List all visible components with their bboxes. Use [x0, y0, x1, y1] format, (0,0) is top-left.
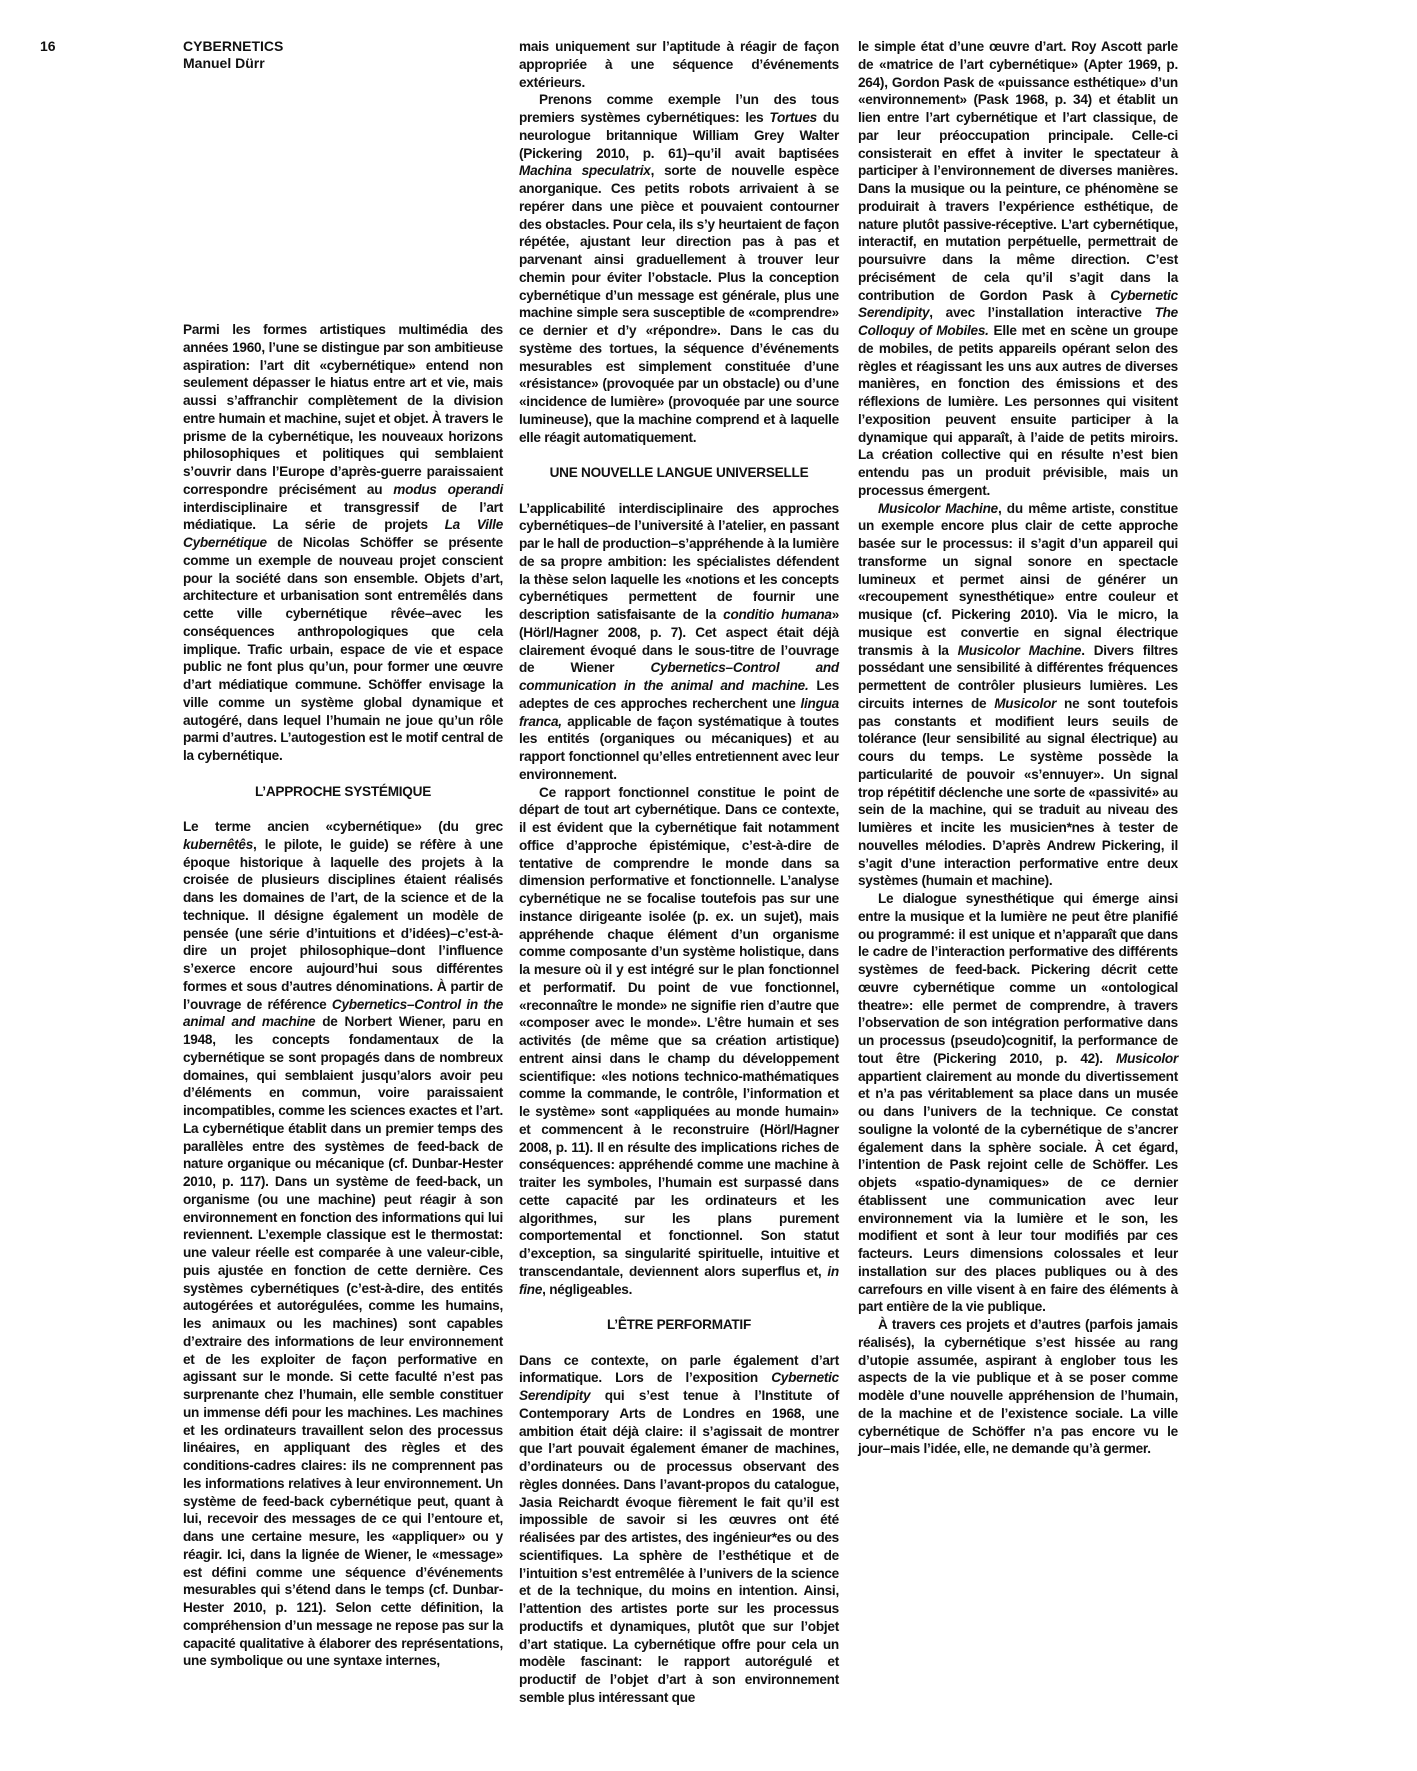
body-paragraph: [519, 784, 839, 1299]
text-run: mais uniquement sur l’aptitude à réagir de façon appropriée à une séquence d’événements extérieurs.: [519, 39, 839, 90]
text-run: , avec l’installation interactive: [929, 305, 1155, 321]
italic-title: modus operandi: [393, 481, 503, 497]
body-paragraph: [519, 38, 839, 91]
text-run: . Divers filtres possédant une sensibilité à différentes fréquences permettent de contrôler plusieurs lumières. Les circuits internes de: [858, 642, 1178, 711]
italic-title: La Ville Cybernétique: [183, 517, 503, 550]
section-heading: UNE NOUVELLE LANGUE UNIVERSELLE: [549, 465, 809, 480]
text-run: du neurologue britannique William Grey Walter (Pickering 2010, p. 61)–qu’il avait baptisées: [519, 110, 839, 161]
body-paragraph: [858, 38, 1178, 500]
italic-title: Musicolor Machine: [878, 500, 998, 516]
author-name: Manuel Dürr: [183, 55, 265, 71]
italic-title: Tortues: [769, 110, 817, 125]
body-paragraph: [519, 91, 839, 446]
italic-title: Cybernetics–Control and communication in the animal and machine.: [519, 660, 839, 693]
text-run: , du même artiste, constitue un exemple encore plus clair de cette approche basée sur le processus: il s’agit d’un appareil qui transforme un signal sonore en spectacle lumineux et permet ainsi de générer un «recoupement synesthétique» entre couleur et musique (cf. Pickering 2010). Via le micro, la musique est convertie en signal électrique transmis à la: [858, 500, 1178, 658]
text-run: À travers ces projets et d’autres (parfois jamais réalisés), la cybernétique s’est hissée au rang d’utopie assumée, aspirant à englober tous les aspects de la vie publique et à se poser comme modèle d’une nouvelle appréhension de l’humain, de la machine et de l’existence sociale. La ville cybernétique de Schöffer n’a pas encore vu le jour–mais l’idée, elle, ne demande qu’à germer.: [858, 1317, 1178, 1457]
text-run: interdisciplinaire et transgressif de l’art médiatique. La série de projets: [183, 499, 503, 533]
text-run: Le dialogue synesthétique qui émerge ainsi entre la musique et la lumière ne peut être planifié ou programmé: il est unique et n’apparaît que dans le cadre de l’interaction performative des différents systèmes de feed-back. Pickering décrit cette œuvre cybernétique comme un «ontological theatre»: elle permet de comprendre, à travers l’observation de son intégration performative dans un processus (pseudo)cognitif, la performance de tout être (Pickering 2010, p. 42).: [858, 891, 1178, 1066]
italic-title: Machina speculatrix: [519, 163, 651, 179]
text-run: Dans ce contexte, on parle également d’art informatique. Lors de l’exposition: [519, 1352, 839, 1386]
text-run: , sorte de nouvelle espèce anorganique. Ces petits robots arrivaient à se repérer dans une pièce et pouvaient contourner des obstacles. Pour cela, ils s’y heurtaient de façon répétée, ajustant leur direction pas à pas et parvenant ainsi graduellement à trouver leur chemin pour éviter l’obstacle. Plus la conception cybernétique d’un message est générale, plus une machine simple sera susceptible de «comprendre» ce dernier et d’y «répondre». Dans le cas du système des tortues, la séquence d’événements mesurables est simplement constituée d’une «résistance» (provoquée par un obstacle) ou d’une «incidence de lumière» (provoquée par une source lumineuse), que la machine comprend et à laquelle elle réagit automatiquement.: [519, 163, 839, 445]
body-paragraph: [519, 500, 839, 784]
italic-title: The Colloquy of Mobiles.: [858, 305, 1178, 338]
body-paragraph: [183, 321, 503, 765]
text-run: Prenons comme exemple l’un des tous premiers systèmes cybernétiques: les: [519, 92, 839, 125]
text-run: , le pilote, le guide) se réfère à une époque historique à laquelle des projets à la croisée de plusieurs disciplines étaient réalisés dans les domaines de l’art, de la science et de la technique. Il désigne également un modèle de pensée (une série d’intuitions et d’idées)–c’est-à-dire un projet philosophique–dont l’influence s’exerce encore aujourd’hui sous différentes formes et sous d’autres dénominations. À partir de l’ouvrage de référence: [183, 836, 503, 1012]
body-paragraph: [183, 818, 503, 1670]
text-run: Elle met en scène un groupe de mobiles, de petits appareils opérant selon des règles et réagissant les uns aux autres de diverses manières, en fonction des émissions et des réflexions de lumière. Les personnes qui visitent l’exposition peuvent ensuite participer à la dynamique qui apparaît, à l’aide de petits miroirs. La création collective qui en résulte n’est bien entendu pas un produit prévisible, mais un processus émergent.: [858, 323, 1178, 498]
section-heading: L’ÊTRE PERFORMATIF: [606, 1317, 752, 1332]
page-number: 16: [40, 38, 56, 54]
text-run: le simple état d’une œuvre d’art. Roy Ascott parle de «matrice de l’art cybernétique» (Apter 1969, p. 264), Gordon Pask de «puissance esthétique» d’un «environnement» (Pask 1968, p. 34) et établit un lien entre l’art cybernétique et l’art classique, de par leur préoccupation principale. Celle-ci consisterait en effet à inviter le spectateur à participer à l’environnement de diverses manières. Dans la musique ou la peinture, ce phénomène se produirait à travers l’expérience esthétique, de nature plutôt passive-réceptive. L’art cybernétique, interactif, en mutation perpétuelle, permettrait de poursuivre dans la même direction. C’est précisément de cela qu’il s’agit dans la contribution de Gordon Pask à: [858, 39, 1178, 303]
text-run: applicable de façon systématique à toutes les entités (organiques ou mécaniques) et au rapport fonctionnel qu’elles entretiennent avec leur environnement.: [519, 713, 839, 782]
italic-title: lingua franca,: [519, 695, 839, 729]
text-column-2: [519, 38, 839, 1707]
section-heading: L’APPROCHE SYSTÉMIQUE: [254, 783, 432, 799]
italic-title: Musicolor: [994, 695, 1057, 711]
italic-title: Cybernetic Serendipity: [519, 1370, 839, 1403]
section-title: CYBERNETICS: [183, 38, 284, 54]
italic-title: Musicolor: [1116, 1050, 1178, 1066]
italic-title: kubernêtês: [183, 836, 254, 852]
text-run: de Nicolas Schöffer se présente comme un exemple de nouveau projet conscient pour la société dans son ensemble. Objets d’art, architecture et urbanisation sont entremêlés dans cette ville cybernétique rêvée–avec les conséquences anthropologiques que cela implique. Trafic urbain, espace de vie et espace public ne font plus qu’un, pour former une œuvre d’art médiatique commune. Schöffer envisage la ville comme un système global dynamique et autogéré, dans lequel l’humain ne joue qu’un rôle parmi d’autres. L’autogestion est le motif central de la cybernétique.: [183, 535, 503, 763]
text-run: Le terme ancien «cybernétique» (du grec: [183, 819, 503, 834]
text-run: » (Hörl/Hagner 2008, p. 7). Cet aspect était déjà clairement évoqué dans le sous-titre de l’ouvrage de Wiener: [519, 607, 840, 676]
text-run: Parmi les formes artistiques multimédia des années 1960, l’une se distingue par son ambitieuse aspiration: l’art dit «cybernétique» entend non seulement dépasser le hiatus entre art et vie, mais aussi s’affranchir complètement de la division entre humain et machine, sujet et objet. À travers le prisme de la cybernétique, les nouveaux horizons philosophiques et politiques qui semblaient s’ouvrir dans l’Europe d’après-guerre paraissaient correspondre précisément au: [183, 322, 503, 497]
text-run: L’applicabilité interdisciplinaire des approches cybernétiques–de l’université à l’atelier, en passant par le hall de production–s’appréhende à la lumière de sa propre ambition: les spécialistes défendent la thèse selon laquelle les «notions et les concepts cybernétiques permettent de fournir une description satisfaisante de la: [519, 500, 839, 622]
text-run: Ce rapport fonctionnel constitue le point de départ de tout art cybernétique. Dans ce contexte, il est évident que la cybernétique fait notamment office d’approche épistémique, c’est-à-dire de tentative de comprendre le monde dans sa dimension performative et fonctionnelle. L’analyse cybernétique ne se focalise toutefois pas sur une instance dirigeante isolée (p. ex. un sujet), mais appréhende chaque élément d’un organisme comme composante d’un système holistique, dans la mesure où il y est intégré sur le plan fonctionnel et performatif. Du point de vue fonctionnel, «reconnaître le monde» ne signifie rien d’autre que «composer avec le monde». L’être humain et ses activités (de même que sa création artistique) entrent ainsi dans le champ du développement scientifique: «les notions technico-mathématiques comme la commande, le contrôle, l’information et le système» sont «appliquées au monde humain» et commencent à le reconstruire (Hörl/Hagner 2008, p. 11). Il en résulte des implications riches de conséquences: appréhendé comme une machine à traiter les symboles, l’humain est surpassé dans cette capacité par les ordinateurs et les algorithmes, sur les plans purement comportemental et fonctionnel. Son statut d’exception, sa singularité spirituelle, intuitive et transcendantale, deviennent alors superflus et,: [519, 784, 839, 1279]
text-column-3: [858, 38, 1178, 1458]
text-run: , négligeables.: [542, 1281, 633, 1297]
italic-title: Musicolor Machine: [957, 642, 1082, 658]
italic-title: in fine: [519, 1263, 839, 1297]
text-column-1: [183, 321, 503, 1670]
italic-title: Cybernetics–Control in the animal and machine: [183, 996, 504, 1030]
text-run: Les adeptes de ces approches recherchent une: [519, 678, 840, 711]
text-run: ne sont toutefois pas constants et modifient leurs seuils de tolérance (leur sensibilité au signal électrique) au cours du temps. Le système possède la particularité de pouvoir «s’ennuyer». Un signal trop répétitif déclenche une sorte de «passivité» au sein de la machine, qui se traduit au niveau des lumières et incite les musicien*nes à tester de nouvelles mélodies. D’après Andrew Pickering, il s’agit d’une interaction performative entre deux systèmes (humain et machine).: [858, 695, 1179, 889]
running-header: [183, 38, 283, 72]
italic-title: Cybernetic Serendipity: [858, 287, 1178, 321]
text-run: de Norbert Wiener, paru en 1948, les concepts fondamentaux de la cybernétique se sont propagés dans de nombreux domaines, qui semblaient jusqu’alors avoir peu d’éléments en commun, voire paraissaient incompatibles, comme les sciences exactes et l’art. La cybernétique établit dans un premier temps des parallèles entre des systèmes de feed-back de nature organique ou mécanique (cf. Dunbar-Hester 2010, p. 117). Dans un système de feed-back, un organisme (ou une machine) peut réagir à son environnement en fonction des informations qui lui reviennent. L’exemple classique est le thermostat: une valeur réelle est comparée à une valeur-cible, puis ajustée en fonction de cette dernière. Ces systèmes cybernétiques (c’est-à-dire, des entités autogérées et autorégulées, comme les humains, les animaux ou les machines) sont capables d’extraire des informations de leur environnement et de les exploiter de façon performative en agissant sur le monde. Si cette faculté n’est pas surprenante chez l’humain, elle semble constituer un immense défi pour les machines. Les machines et les ordinateurs travaillent selon des processus linéaires, en appliquant des règles et des conditions-cadres claires: ils ne comprennent pas les informations relatives à leur environnement. Un système de feed-back cybernétique peut, quant à lui, recevoir des messages de ce qui l’entoure et, dans une certaine mesure, les «appliquer» ou y réagir. Ici, dans la lignée de Wiener, le «message» est défini comme une séquence d’événements mesurables qui s’étend dans le temps (cf. Dunbar-Hester 2010, p. 121). Selon cette définition, la compréhension d’un message ne repose pas sur la capacité qualitative à élaborer des représentations, une symbolique ou une syntaxe internes,: [183, 1014, 504, 1669]
body-paragraph: [519, 1352, 839, 1707]
text-run: appartient clairement au monde du divertissement et n’a pas véritablement sa place dans un musée ou dans l’univers de la technique. Ce constat souligne la volonté de la cybernétique de s’ancrer également dans la sphère sociale. À cet égard, l’intention de Pask rejoint celle de Schöffer. Les objets «spatio-dynamiques» de ce dernier établissent une communication avec leur environnement via la lumière et le son, les modifient et sont à leur tour modifiés par ces facteurs. Leurs dimensions colossales et leur installation sur des places publiques ou à des carrefours en ville visent à en faire des éléments à part entière de la vie publique.: [858, 1068, 1178, 1315]
text-run: qui s’est tenue à l’Institute of Contemporary Arts de Londres en 1968, une ambition était déjà claire: il s’agissait de montrer que l’art pouvait également émaner de machines, d’ordinateurs ou de processus observant des règles données. Dans l’avant-propos du catalogue, Jasia Reichardt évoque fièrement le fait qu’il est impossible de savoir si les œuvres ont été réalisées par des artistes, des ingénieur*es ou des scientifiques. La sphère de l’esthétique et de l’intuition s’est entremêlée à l’univers de la science et de la technique, du moins en intention. Ainsi, l’attention des artistes porte sur les processus productifs et dynamiques, plutôt que sur l’objet d’art statique. La cybernétique offre pour cela un modèle fascinant: le rapport autorégulé et productif de l’objet d’art à son environnement semble plus intéressant que: [519, 1388, 839, 1705]
body-paragraph: [858, 890, 1178, 1316]
body-paragraph: [858, 500, 1178, 891]
body-paragraph: [858, 1316, 1178, 1458]
italic-title: conditio humana: [723, 607, 832, 622]
